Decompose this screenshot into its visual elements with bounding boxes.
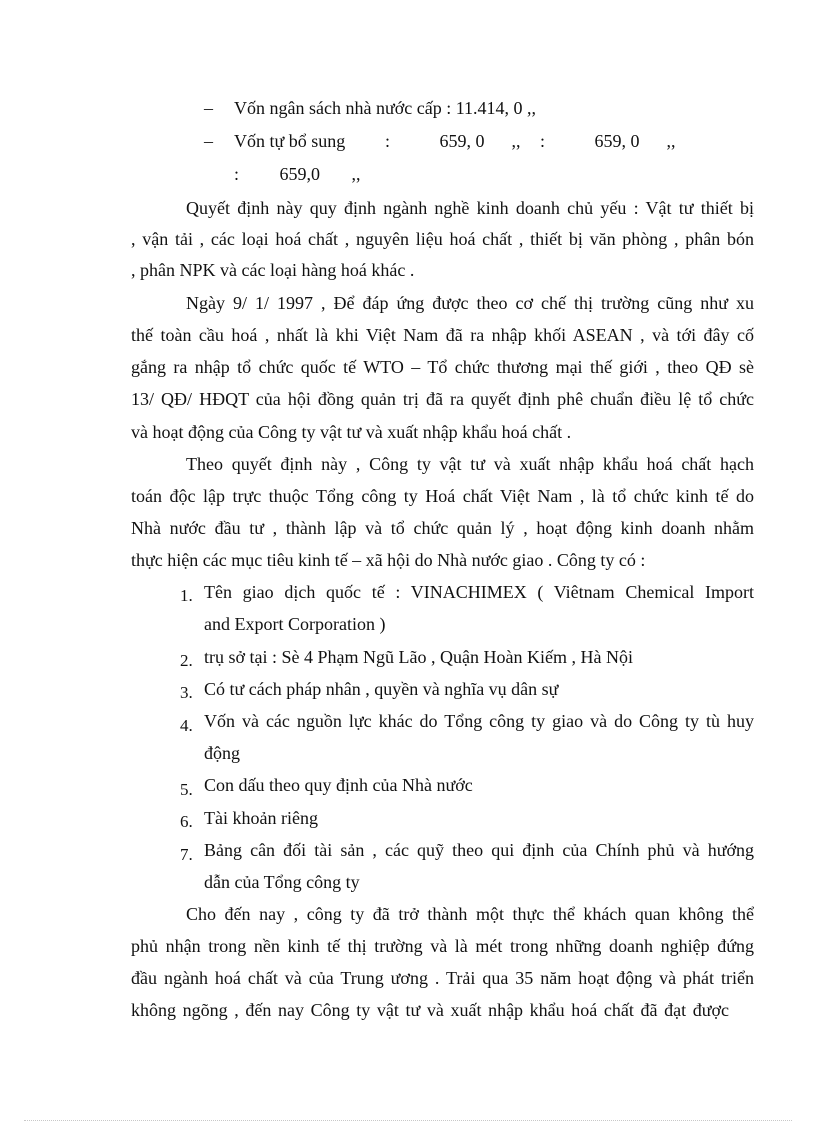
list-number: 4. (180, 716, 193, 735)
paragraph-2-line-4: 13/ QĐ/ HĐQT của hội đồng quản trị đã ra quyết định phê chuẩn điều lệ tổ chức (131, 389, 754, 409)
paragraph-1-line-2: , vận tải , các loại hoá chất , nguyên liệu hoá chất , thiết bị văn phòng , phân bón (131, 229, 754, 249)
list-number: 7. (180, 845, 193, 864)
paragraph-3-line-2: toán độc lập trực thuộc Tổng công ty Hoá chất Việt Nam , là tổ chức kinh tế do (131, 486, 754, 506)
list-item-2: trụ sở tại : Sè 4 Phạm Ngũ Lão , Quận Hoàn Kiếm , Hà Nội (204, 647, 633, 667)
paragraph-2-line-1: Ngày 9/ 1/ 1997 , Để đáp ứng được theo cơ chế thị trường cũng như xu (186, 293, 754, 313)
list-number: 1. (180, 586, 193, 605)
paragraph-4-line-3: đầu ngành hoá chất và của Trung ương . Trải qua 35 năm hoạt động và phát triển (131, 968, 754, 988)
fund-self-supplement-col1: : 659, 0 ,, (385, 131, 521, 151)
list-item-5: Con dấu theo quy định của Nhà nước (204, 775, 473, 795)
list-item-4-line-2: động (204, 743, 240, 763)
paragraph-4-line-2: phủ nhận trong nền kinh tế thị trường và là mét trong những doanh nghiệp đứng (131, 936, 754, 956)
paragraph-4-line-4: không ngõng , đến nay Công ty vật tư và xuất nhập khẩu hoá chất đã đạt được (131, 1000, 729, 1020)
paragraph-3-line-1: Theo quyết định này , Công ty vật tư và xuất nhập khẩu hoá chất hạch (186, 454, 754, 474)
bullet-dash: – (204, 131, 213, 151)
page-bottom-rule (24, 1120, 792, 1121)
list-item-7-line-1: Bảng cân đối tài sản , các quỹ theo qui định của Chính phủ và hướng (204, 840, 754, 860)
list-number: 5. (180, 780, 193, 799)
list-item-1-line-2: and Export Corporation ) (204, 614, 386, 634)
fund-self-supplement-label: Vốn tự bổ sung (234, 131, 346, 151)
paragraph-3-line-3: Nhà nước đầu tư , thành lập và tổ chức quản lý , hoạt động kinh doanh nhằm (131, 518, 754, 538)
list-item-3: Có tư cách pháp nhân , quyền và nghĩa vụ dân sự (204, 679, 559, 699)
list-number: 6. (180, 812, 193, 831)
paragraph-2-line-5: và hoạt động của Công ty vật tư và xuất nhập khẩu hoá chất . (131, 422, 572, 442)
paragraph-4-line-1: Cho đến nay , công ty đã trở thành một thực thể khách quan không thể (186, 904, 754, 924)
paragraph-1-line-1: Quyết định này quy định ngành nghề kinh doanh chủ yếu : Vật tư thiết bị (186, 198, 754, 218)
list-number: 3. (180, 683, 193, 702)
list-item-7-line-2: dẫn của Tổng công ty (204, 872, 360, 892)
fund-self-supplement-col2: : 659, 0 ,, (540, 131, 676, 151)
fund-continuation: : 659,0 ,, (234, 164, 361, 184)
list-item-1-line-1: Tên giao dịch quốc tế : VINACHIMEX ( Viêtnam Chemical Import (204, 582, 754, 602)
bullet-dash: – (204, 98, 213, 118)
list-number: 2. (180, 651, 193, 670)
paragraph-2-line-3: gắng ra nhập tổ chức quốc tế WTO – Tổ chức thương mại thế giới , theo QĐ sè (131, 357, 754, 377)
list-item-6: Tài khoản riêng (204, 808, 318, 828)
paragraph-2-line-2: thế toàn cầu hoá , nhất là khi Việt Nam đã ra nhập khối ASEAN , và tới đây cố (131, 325, 754, 345)
fund-state-budget: Vốn ngân sách nhà nước cấp : 11.414, 0 ,, (234, 98, 537, 118)
paragraph-3-line-4: thực hiện các mục tiêu kinh tế – xã hội do Nhà nước giao . Công ty có : (131, 550, 646, 570)
paragraph-1-line-3: , phân NPK và các loại hàng hoá khác . (131, 260, 415, 280)
list-item-4-line-1: Vốn và các nguồn lực khác do Tổng công ty giao và do Công ty tù huy (204, 711, 754, 731)
